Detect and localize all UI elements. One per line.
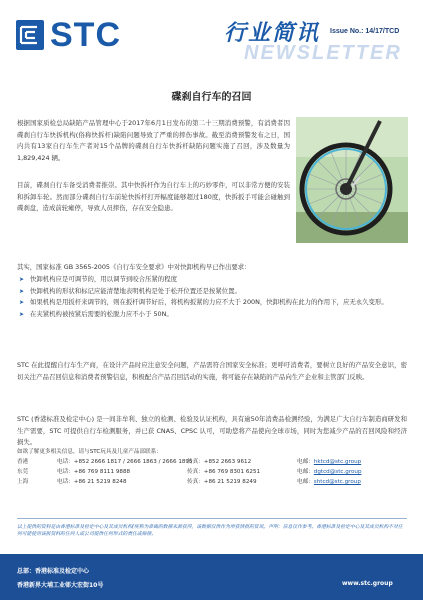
divider [17,518,407,519]
page-header [0,0,423,72]
footer-address: 香港新界大埔工业邨大宏街10号 [17,582,104,589]
bicycle-wheel-photo [296,117,408,243]
paragraph-about-stc: STC (香港标准及检定中心) 是一间非牟利、独立的检测、检验及认证机构，具有逾50年消费品检测经验，为满足广大自行车制造商研发和生产需要，STC 可提供自行车检测服务，并已获 CNAS、CPSC 认可，可助您将产品使向全球市场，同时为您减少产品的召回风险和经济损失。 [17,415,407,446]
email-link[interactable]: shtcd@stc.group [313,479,361,485]
newsletter-title-zh: 行业简讯 [224,21,321,46]
paragraph-intro: 根据国家质检总局缺陷产品管理中心于2017年6月1日发布的第二十三期消费预警，有消费者因碟刹自行车快拆机构(俗称快拆杆)缺陷问题导致了严重的摔伤事故。截至消费预警发布之日，国内共有13家自行车生产者对15个品牌的碟刹自行车快拆杆缺陷问题实施了召回，涉及数量为 1,829,424 辆。 [17,119,290,162]
contact-row-shanghai: 上海 电话：+86 21 5219 8248 传真：+86 21 5219 8249 电邮：shtcd@stc.group [17,479,361,485]
list-item: ➤ 在夹紧机构被按紧后需要的松脱力应不小于 50N。 [17,309,407,321]
logo-text: STC [50,16,121,54]
arrow-bullet-icon: ➤ [19,310,25,318]
list-item: ➤ 快卸机构的形状和标记应能清楚地表明机构是处于松开位置还是按紧位置。 [17,286,407,298]
requirement-list [17,274,407,320]
article-title: 碟刹自行车的召回 [171,92,252,103]
stc-logo-mark [16,20,44,50]
paragraph-risk: 目前，碟刹自行车备受消费者推崇。其中快拆杆作为自行车上的巧妙零件，可以非常方便的安装和拆卸车轮。然而部分碟刹自行车前轮快拆杆打开幅度能够超过180度，快拆扳手可能会碰触到碟刹盘，造成前轮瘫停，导致人员摔伤，存在安全隐患。 [17,181,290,212]
disclaimer-text: 以上提供的资料是由香港标准及检定中心及其成员机构(统称为准确的数据来源获得，该数据仅供作为所获情报的资讯。声明：信息仅作参考。香港标准及检定中心及其成员机构不对任何可能使用该报资料的任何人或公司提供任何形式的责任或赔偿。 [17,525,403,537]
arrow-bullet-icon: ➤ [19,287,25,295]
arrow-bullet-icon: ➤ [19,276,25,283]
arrow-bullet-icon: ➤ [19,299,25,306]
contact-intro: 如欲了解更多相关信息，请与STC玩具及儿童产品部联系： [17,449,162,455]
footer-headquarters: 总部：香港标准及检定中心 [17,568,90,575]
email-link[interactable]: dgtcd@stc.group [313,469,362,475]
contact-block [17,447,407,487]
list-item: ➤ 快卸机构应是可调节的，用以调节到咬合压紧的程度 [17,274,407,286]
paragraph-advice: STC 在此提醒自行车生产商，在设计产品时应注意安全问题，产品需符合国家安全标准；更呼吁消费者，要树立良好的产品安全意识，密切关注产品召回信息和消费者预警信息，积极配合产品召回活动的实施，将可能存在缺陷的产品向生产企业和主管部门反映。 [17,361,407,381]
list-item: ➤ 如果机构是用扳杆来调节的，则在扳杆调节好后，将机构扳紧的力应不大于 200N，快卸机构在此力的作用下，应无永久变形。 [17,297,407,309]
page-footer [0,554,423,600]
issue-number: Issue No.: 14/17/TCD [330,28,400,35]
footer-website[interactable]: www.stc.group [342,580,393,587]
email-link[interactable]: hktcd@stc.group [313,459,362,465]
paragraph-standard: 其实，国家标准 GB 3565-2005《自行车安全要求》中对快卸机构早已作出要求： [17,263,251,271]
contact-row-dongguan: 东莞 电话：+86 769 8111 9888 传真：+86 769 8301 6251 电邮：dgtcd@stc.group [17,469,362,475]
contact-row-hong-kong: 香港 电话：+852 2666 1817 / 2666 1863 / 2666 1895 传真：+852 2663 9612 电邮：hktcd@stc.group [17,459,362,465]
newsletter-title-en: NEWSLETTER [244,42,402,64]
